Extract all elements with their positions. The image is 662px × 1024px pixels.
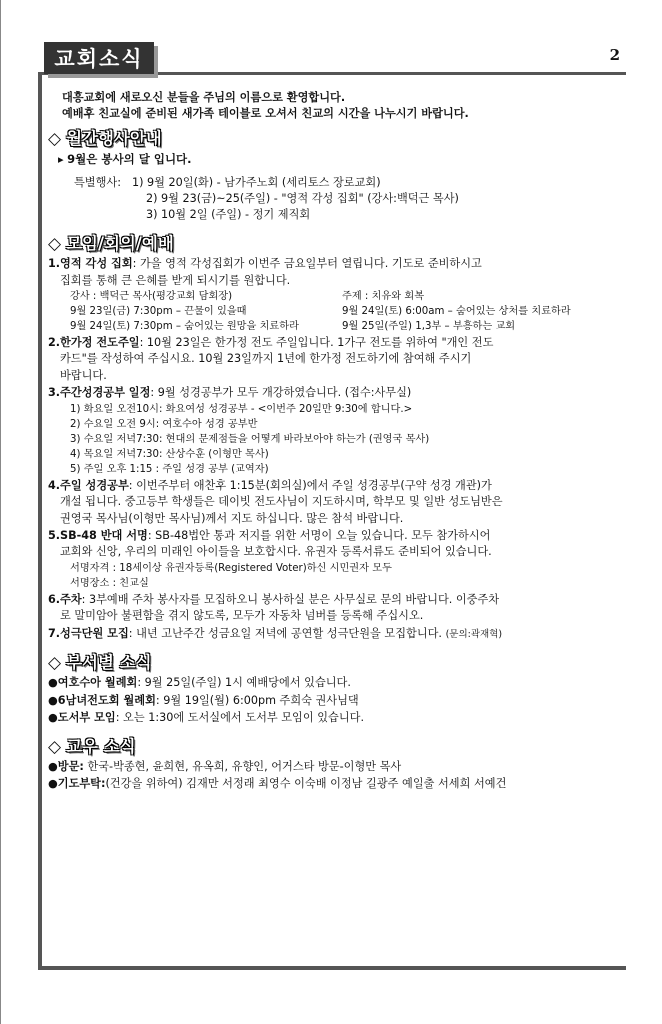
section-heading xyxy=(48,736,630,757)
event-item: 3) 10월 2일 (주일) - 정기 제직회 xyxy=(146,208,311,222)
frame-bottom-rule xyxy=(38,966,626,970)
meeting-item: 3.주간성경공부 일정: 9월 성경공부가 모두 개강하였습니다. (접수:사무실) 1) 화요일 오전10시: 화요여성 성경공부 - <이번주 20일만 9:30에 합니다.> 2) 수요일 오전 9시: 여호수아 성경 공부반 3) 수요일 저녁7:30: 현대의 문제점들을 어떻게 바라보아야 하는가 (권영국 목사) 4) 목요일 저녁7:30: 산상수훈 (이형만 목사) 5) 주일 오후 1:15 : 주일 성경 공부 (교역자) xyxy=(48,386,430,475)
special-events xyxy=(48,175,630,224)
department-item: ●도서부 모임: 오는 1:30에 도서실에서 도서부 모임이 있습니다. xyxy=(48,711,365,725)
welcome-line: 예배후 친교실에 준비된 새가족 테이블로 오셔서 친교의 시간을 나누시기 바랍니다. xyxy=(62,107,469,121)
page-edge-line xyxy=(0,0,1,1024)
events-label: 특별행사: xyxy=(74,175,121,189)
monthly-events xyxy=(48,151,630,224)
page-title: 교회소식 xyxy=(44,42,154,74)
welcome-line: 대흥교회에 새로오신 분들을 주님의 이름으로 환영합니다. xyxy=(62,91,346,104)
diamond-icon: ◇ xyxy=(48,233,62,254)
member-news-item: ●방문: 한국-박종현, 윤희현, 유옥희, 유향인, 어거스타 방문-이형만 목사 xyxy=(48,759,402,773)
event-item: 1) 9월 20일(화) - 남가주노회 (세리토스 장로교회) xyxy=(132,175,381,189)
diamond-icon: ◇ xyxy=(48,652,62,673)
section-title: 부서별 소식 xyxy=(66,652,152,672)
meeting-item: 5.SB-48 반대 서명: SB-48법안 통과 저지를 위한 서명이 오늘 있습니다. 모두 참가하시어 교회와 신앙, 우리의 미래인 아이들을 보호합시다. 유권자 등록서류도 준비되어 있습니다. 서명자격 : 18세이상 유권자등록(Registered Voter)하신 시민권자 모두 서명장소 : 친교실 xyxy=(48,528,492,589)
section-heading xyxy=(48,128,630,149)
section-title: 모임/회의/예배 xyxy=(66,233,174,253)
bulletin-content xyxy=(48,90,630,794)
meeting-item: 6.주차: 3부예배 주차 봉사자를 모집하오니 봉사하실 분은 사무실로 문의 바랍니다. 이중주차 로 말미암아 불편함을 겪지 않도록, 모두가 자동차 넘버를 등록해 주십시오. xyxy=(48,592,500,623)
event-item: 2) 9월 23(금)~25(주일) - "영적 각성 집회" (강사:백덕근 목사) xyxy=(146,192,459,206)
frame-left-rule xyxy=(38,72,42,970)
page-number: 2 xyxy=(609,46,620,64)
welcome-message xyxy=(48,90,630,123)
section-heading xyxy=(48,652,630,673)
meeting-item: 7.성극단원 모집: 내년 고난주간 성금요일 저녁에 공연할 성극단원을 모집합니다. (문의:곽재혁) xyxy=(48,626,503,640)
monthly-headline: ▸ 9월은 봉사의 달 입니다. xyxy=(58,152,192,167)
meeting-item: 4.주일 성경공부: 이번주부터 애찬후 1:15분(회의실)에서 주일 성경공부(구약 성경 개관)가 개설 됩니다. 중고등부 학생들은 데이빗 전도사님이 지도하시며, 학부모 및 일반 성도님반은 권영국 목사님(이형만 목사님)께서 지도 하십니다. 많은 참석 바랍니다. xyxy=(48,478,503,525)
diamond-icon: ◇ xyxy=(48,128,62,149)
department-item: ●6남녀전도회 월례회: 9월 19일(월) 6:00pm 주희숙 권사님댁 xyxy=(48,693,359,707)
meeting-item: 1.영적 각성 집회: 가을 영적 각성집회가 이번주 금요일부터 열립니다. 기도로 준비하시고 집회를 통해 큰 은혜를 받게 되시기를 원합니다. 강사 : 백덕근 목사(평강교회 담회장) 주제 : 치유와 회복 9월 23일(금) 7:30pm – 끈물이 있을때 9월 24일(토) 6:00am – 숨어있는 상처를 치료하라 9월 24일(토) 7:30pm – 숨어있는 원망을 치료하라 9월 25일(주일) 1,3부 – 부흥하는 교회 xyxy=(48,257,571,333)
section-title: 월간행사안내 xyxy=(66,128,162,148)
department-item: ●여호수아 월례회: 9월 25일(주일) 1시 예배당에서 있습니다. xyxy=(48,676,351,690)
diamond-icon: ◇ xyxy=(48,736,62,757)
meeting-item: 2.한가정 전도주일: 10월 23일은 한가정 전도 주일입니다. 1가구 전도를 위하여 "개인 전도 카드"를 작성하여 주십시요. 10월 23일까지 1년에 한가정 전도하기에 참여해 주시기 바랍니다. xyxy=(48,336,494,382)
member-news-item: ●기도부탁:(건강을 위하여) 김재만 서정래 최영수 이숙배 이정남 길광주 예일출 서세희 서예건 xyxy=(48,777,507,791)
section-heading xyxy=(48,233,630,254)
section-title: 교우 소식 xyxy=(66,736,136,756)
